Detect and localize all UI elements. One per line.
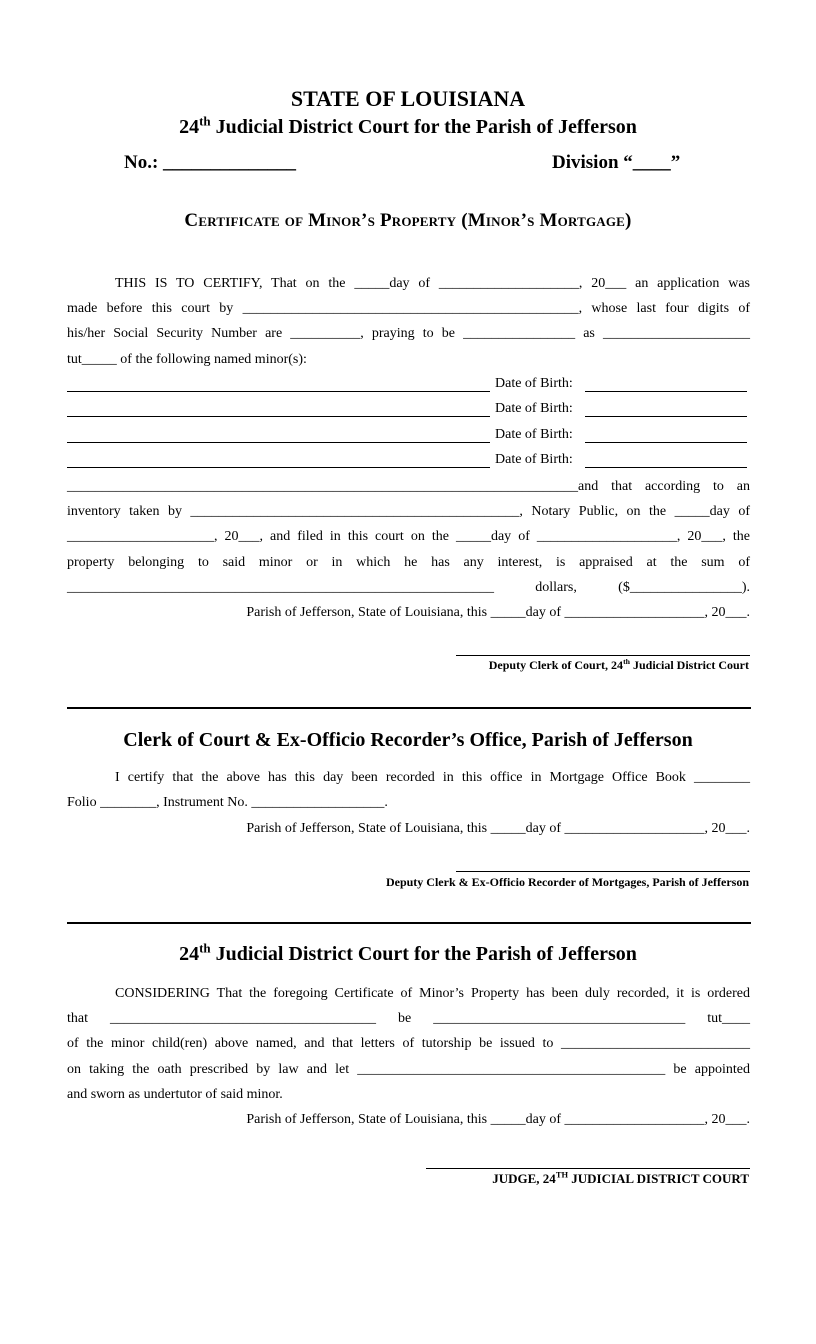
division-field[interactable]: Division “____” xyxy=(552,152,681,173)
certificate-line-1: THIS IS TO CERTIFY, That on the _____day of ____________________, 20___ an application was xyxy=(115,276,750,291)
minor-name-line[interactable] xyxy=(67,376,490,392)
minor-row[interactable] xyxy=(67,452,750,470)
deputy-clerk-signature-line[interactable] xyxy=(456,655,750,656)
section-divider xyxy=(67,707,751,709)
state-heading: STATE OF LOUISIANA xyxy=(290,86,526,111)
dob-label: Date of Birth: xyxy=(495,401,573,416)
court-heading: 24th Judicial District Court for the Parish of Jefferson xyxy=(179,113,637,138)
recorder-parish-line: Parish of Jefferson, State of Louisiana, this _____day of ____________________, 20___. xyxy=(246,821,750,836)
dob-line[interactable] xyxy=(585,401,747,417)
recorder-line-2: Folio ________, Instrument No. ___________________. xyxy=(67,795,388,810)
order-parish-line: Parish of Jefferson, State of Louisiana, this _____day of ____________________, 20___. xyxy=(246,1112,750,1127)
certificate-line-5: _________________________________________________________________________and that according to an xyxy=(67,479,750,494)
order-line-1: CONSIDERING That the foregoing Certificate of Minor’s Property has been duly recorded, it is ordered xyxy=(115,986,750,1001)
dob-line[interactable] xyxy=(585,452,747,468)
judge-signature-line[interactable] xyxy=(426,1168,750,1169)
order-line-4: on taking the oath prescribed by law and let ____________________________________________ be appointed xyxy=(67,1062,750,1077)
certificate-line-9: _____________________________________________________________ dollars, ($________________). xyxy=(67,580,750,595)
minor-row[interactable] xyxy=(67,376,750,394)
recorder-line-1: I certify that the above has this day been recorded in this office in Mortgage Office Book ________ xyxy=(115,770,750,785)
certificate-title: Certificate of Minor’s Property (Minor’s Mortgage) xyxy=(184,210,632,231)
order-line-5: and sworn as undertutor of said minor. xyxy=(67,1087,283,1102)
recorder-signature-label: Deputy Clerk & Ex-Officio Recorder of Mortgages, Parish of Jefferson xyxy=(385,875,749,889)
dob-line[interactable] xyxy=(585,376,747,392)
certificate-line-2: made before this court by ________________________________________________, whose last four digits of xyxy=(67,301,750,316)
dob-line[interactable] xyxy=(585,427,747,443)
section-divider xyxy=(67,922,751,924)
certificate-line-7: _____________________, 20___, and filed in this court on the _____day of ____________________, 20___, the xyxy=(67,529,750,544)
dob-label: Date of Birth: xyxy=(495,452,573,467)
certificate-line-3: his/her Social Security Number are __________, praying to be ________________ as _____________________ xyxy=(67,326,750,341)
order-line-2: that ______________________________________ be ____________________________________ tut____ xyxy=(67,1011,750,1026)
order-section-title: 24th Judicial District Court for the Parish of Jefferson xyxy=(179,940,637,965)
recorder-signature-line[interactable] xyxy=(456,871,750,872)
certificate-parish-line: Parish of Jefferson, State of Louisiana, this _____day of ____________________, 20___. xyxy=(246,605,750,620)
deputy-clerk-signature-label: Deputy Clerk of Court, 24th Judicial District Court xyxy=(488,657,749,672)
minor-name-line[interactable] xyxy=(67,427,490,443)
minor-row[interactable] xyxy=(67,401,750,419)
certificate-line-4: tut_____ of the following named minor(s): xyxy=(67,352,307,367)
certificate-line-6: inventory taken by _______________________________________________, Notary Public, on the _____day of xyxy=(67,504,750,519)
order-line-3: of the minor child(ren) above named, and that letters of tutorship be issued to ___________________________ xyxy=(67,1036,750,1051)
minor-row[interactable] xyxy=(67,427,750,445)
minor-name-line[interactable] xyxy=(67,452,490,468)
judge-signature-label: JUDGE, 24TH JUDICIAL DISTRICT COURT xyxy=(492,1169,749,1186)
dob-label: Date of Birth: xyxy=(495,427,573,442)
certificate-line-8: property belonging to said minor or in which he has any interest, is appraised at the sum of xyxy=(67,555,750,570)
minor-name-line[interactable] xyxy=(67,401,490,417)
dob-label: Date of Birth: xyxy=(495,376,573,391)
recorder-section-title: Clerk of Court & Ex-Officio Recorder’s Office, Parish of Jefferson xyxy=(123,729,693,751)
case-number-field[interactable]: No.: ______________ xyxy=(124,152,297,173)
